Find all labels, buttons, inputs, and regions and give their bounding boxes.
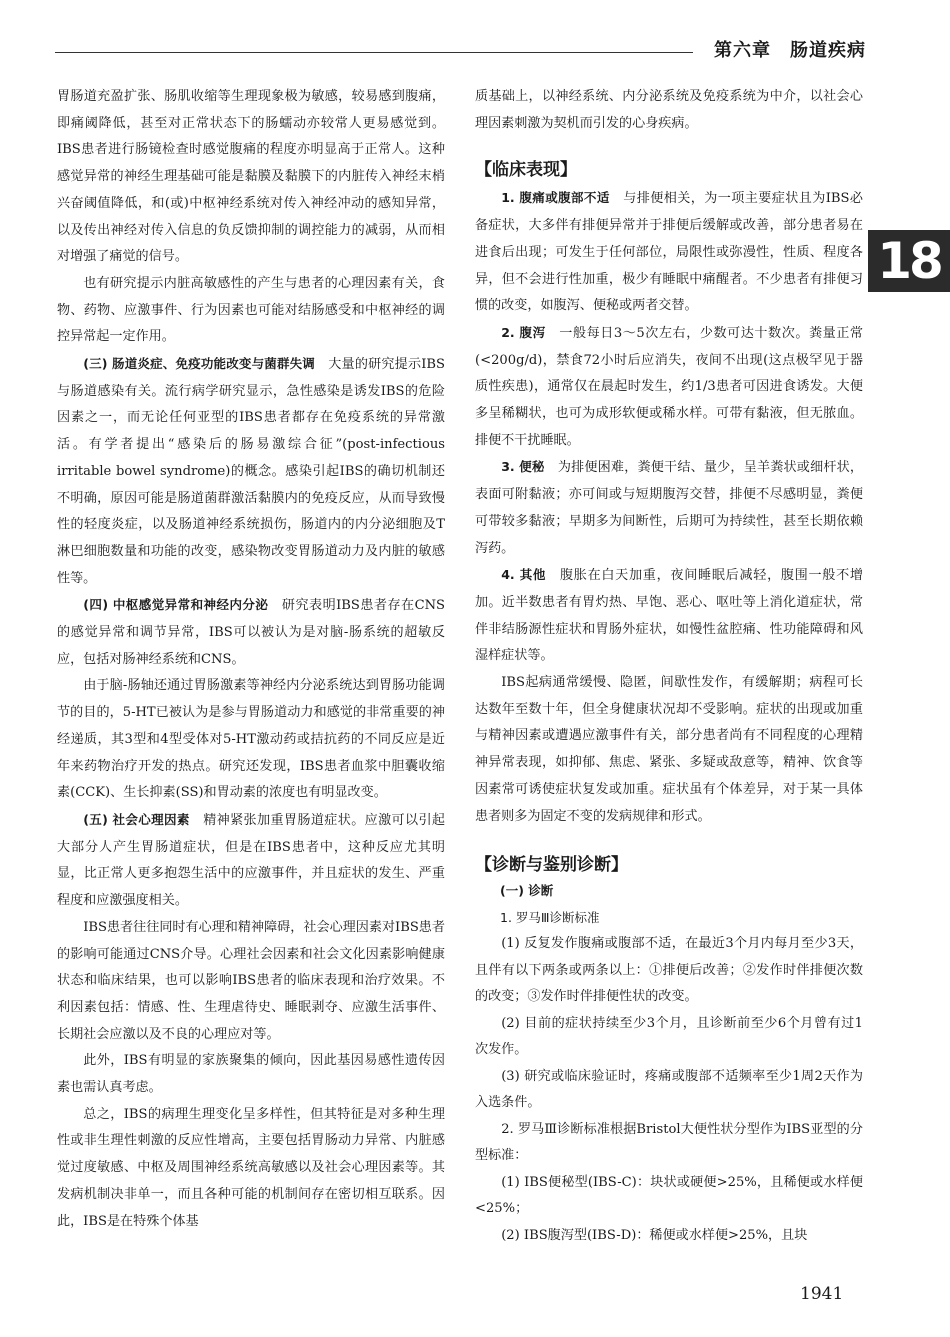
criteria-item: (1) 反复发作腹痛或腹部不适，在最近3个月内每月至少3天，且伴有以下两条或两条以上：①排便后改善；②发作时伴排便次数的改变；③发作时伴排便性状的改变。 xyxy=(475,936,863,1005)
clinical-item-1: 1. 腹痛或腹部不适 与排便相关，为一项主要症状且为IBS必备症状，大多伴有排便异常并于排便后缓解或改善，部分患者易在进食后出现；可发生于任何部位，局限性或弥漫性，性质、程度各异，但不会进行性加重，极少有睡眠中痛醒者。不少患者有排便习惯的改变，如腹泻、便秘或两者交替。 xyxy=(475,190,863,314)
paragraph: 也有研究提示内脏高敏感性的产生与患者的心理因素有关，食物、药物、应激事件、行为因素也可能对结肠感受和中枢神经的调控异常起一定作用。 xyxy=(57,275,445,345)
section-5-title: (五) 社会心理因素 xyxy=(83,811,190,827)
diagnosis-criteria-title: 1. 罗马Ⅲ诊断标准 xyxy=(500,909,600,925)
criteria-item: (3) 研究或临床验证时，疼痛或腹部不适频率至少1周2天作为入选条件。 xyxy=(475,1068,863,1111)
section-3-title: (三) 肠道炎症、免疫功能改变与菌群失调 xyxy=(83,356,315,372)
section-5: (五) 社会心理因素 精神紧张加重胃肠道症状。应激可以引起大部分人产生胃肠道症状，但是在IBS患者中，这种反应尤其明显，比正常人更多抱怨生活中的应激事件，并且症状的发生、严重程度和应激强度相关。 xyxy=(57,811,446,909)
header-rule xyxy=(55,52,693,53)
right-column xyxy=(475,84,863,1249)
section-4-title: (四) 中枢感觉异常和神经内分泌 xyxy=(83,597,269,613)
chapter-title: 第六章 肠道疾病 xyxy=(714,40,866,61)
paragraph: IBS起病通常缓慢、隐匿，间歇性发作，有缓解期；病程可长达数年至数十年，但全身健康状况却不受影响。症状的出现或加重与精神因素或遭遇应激事件有关，部分患者尚有不同程度的心理精神异常表现，如抑郁、焦虑、紧张、多疑或敌意等，精神、饮食等因素常可诱使症状复发或加重。症状虽有个体差异，对于某一具体患者则多为固定不变的发病规律和形式。 xyxy=(475,675,863,824)
chapter-tab: 18 xyxy=(868,230,950,292)
subtype-criteria-title: 2. 罗马Ⅲ诊断标准根据Bristol大便性状分型作为IBS亚型的分型标准： xyxy=(475,1121,863,1164)
paragraph: 质基础上，以神经系统、内分泌系统及免疫系统为中介，以社会心理因素刺激为契机而引发的心身疾病。 xyxy=(475,89,863,131)
left-column xyxy=(57,84,445,1235)
criteria-item: (2) IBS腹泻型(IBS-D)：稀便或水样便>25%，且块 xyxy=(501,1227,808,1243)
paragraph: 由于脑-肠轴还通过胃肠激素等神经内分泌系统达到胃肠功能调节的目的，5-HT已被认为是参与胃肠道动力和感觉的非常重要的神经递质，其3型和4型受体对5-HT激动药或拮抗药的不同反应是近年来药物治疗开发的热点。研究还发现，IBS患者血浆中胆囊收缩素(CCK)、生长抑素(SS)和胃动素的浓度也有明显改变。 xyxy=(57,678,445,801)
paragraph: 此外，IBS有明显的家族聚集的倾向，因此基因易感性遗传因素也需认真考虑。 xyxy=(57,1053,445,1096)
paragraph: 总之，IBS的病理生理变化呈多样性，但其特征是对多种生理性或非生理性刺激的反应性增高，主要包括胃肠动力异常、内脏感觉过度敏感、中枢及周围神经系统高敏感以及社会心理因素等。其发病机制决非单一，而且各种可能的机制间存在密切相互联系。因此，IBS是在特殊个体基 xyxy=(57,1106,445,1229)
diagnosis-heading: 【诊断与鉴别诊断】 xyxy=(475,855,628,876)
paragraph: IBS患者往往同时有心理和精神障碍，社会心理因素对IBS患者的影响可能通过CNS介导。心理社会因素和社会文化因素影响健康状态和临床结果，也可以影响IBS患者的临床表现和治疗效果。不利因素包括：情感、性、生理虐待史、睡眠剥夺、应激生活事件、长期社会应激以及不良的心理应对等。 xyxy=(57,919,445,1042)
paragraph: 胃肠道充盈扩张、肠肌收缩等生理现象极为敏感，较易感到腹痛，即痛阈降低，甚至对正常状态下的肠蠕动亦较常人更易感觉到。IBS患者进行肠镜检查时感觉腹痛的程度亦明显高于正常人。这种感觉异常的神经生理基础可能是黏膜及黏膜下的内脏传入神经末梢兴奋阈值降低，和(或)中枢神经系统对传入神经冲动的感知异常，以及传出神经对传入信息的负反馈抑制的调控能力的减弱，从而相对增强了痛觉的信号。 xyxy=(57,89,445,265)
clinical-item-3: 3. 便秘 为排便困难，粪便干结、量少，呈羊粪状或细杆状，表面可附黏液；亦可间或与短期腹泻交替，排便不尽感明显，粪便可带较多黏液；早期多为间断性，后期可为持续性，甚至长期依赖泻药。 xyxy=(475,459,864,556)
page-number: 1941 xyxy=(800,1284,844,1304)
clinical-item-2: 2. 腹泻 一般每日3～5次左右，少数可达十数次。粪量正常(<200g/d)，禁食72小时后应消失，夜间不出现(这点极罕见于器质性疾患)，通常仅在晨起时发生，约1/3患者可因进食诱发。大便多呈稀糊状，也可为成形软便或稀水样。可带有黏液，但无脓血。排便不干扰睡眠。 xyxy=(475,324,863,448)
criteria-item: (2) 目前的症状持续至少3个月，且诊断前至少6个月曾有过1次发作。 xyxy=(475,1015,863,1058)
criteria-item: (1) IBS便秘型(IBS-C)：块状或硬便>25%，且稀便或水样便<25%； xyxy=(475,1174,863,1217)
clinical-heading: 【临床表现】 xyxy=(475,160,577,181)
section-3: (三) 肠道炎症、免疫功能改变与菌群失调 大量的研究提示IBS与肠道感染有关。流行病学研究显示，急性感染是诱发IBS的危险因素之一，而无论任何亚型的IBS患者都存在免疫系统的异常激活。有学者提出“感染后的肠易激综合征”(post-infectious irritable bowel syndrome)的概念。感染引起IBS的确切机制还不明确，原因可能是肠道菌群激活黏膜内的免疫反应，从而导致慢性的轻度炎症，以及肠道神经系统损伤，肠道内的内分泌细胞及T淋巴细胞数量和功能的改变，感染物改变胃肠道动力及内脏的敏感性等。 xyxy=(57,356,446,586)
diagnosis-subheading: (一) 诊断 xyxy=(500,883,554,899)
section-4: (四) 中枢感觉异常和神经内分泌 研究表明IBS患者存在CNS的感觉异常和调节异常，IBS可以被认为是对脑-肠系统的超敏反应，包括对肠神经系统和CNS。 xyxy=(57,597,446,667)
clinical-item-4: 4. 其他 腹胀在白天加重，夜间睡眠后减轻，腹围一般不增加。近半数患者有胃灼热、早饱、恶心、呕吐等上消化道症状，常伴非结肠源性症状和胃肠外症状，如慢性盆腔痛、性功能障碍和风湿样症状等。 xyxy=(475,567,864,664)
